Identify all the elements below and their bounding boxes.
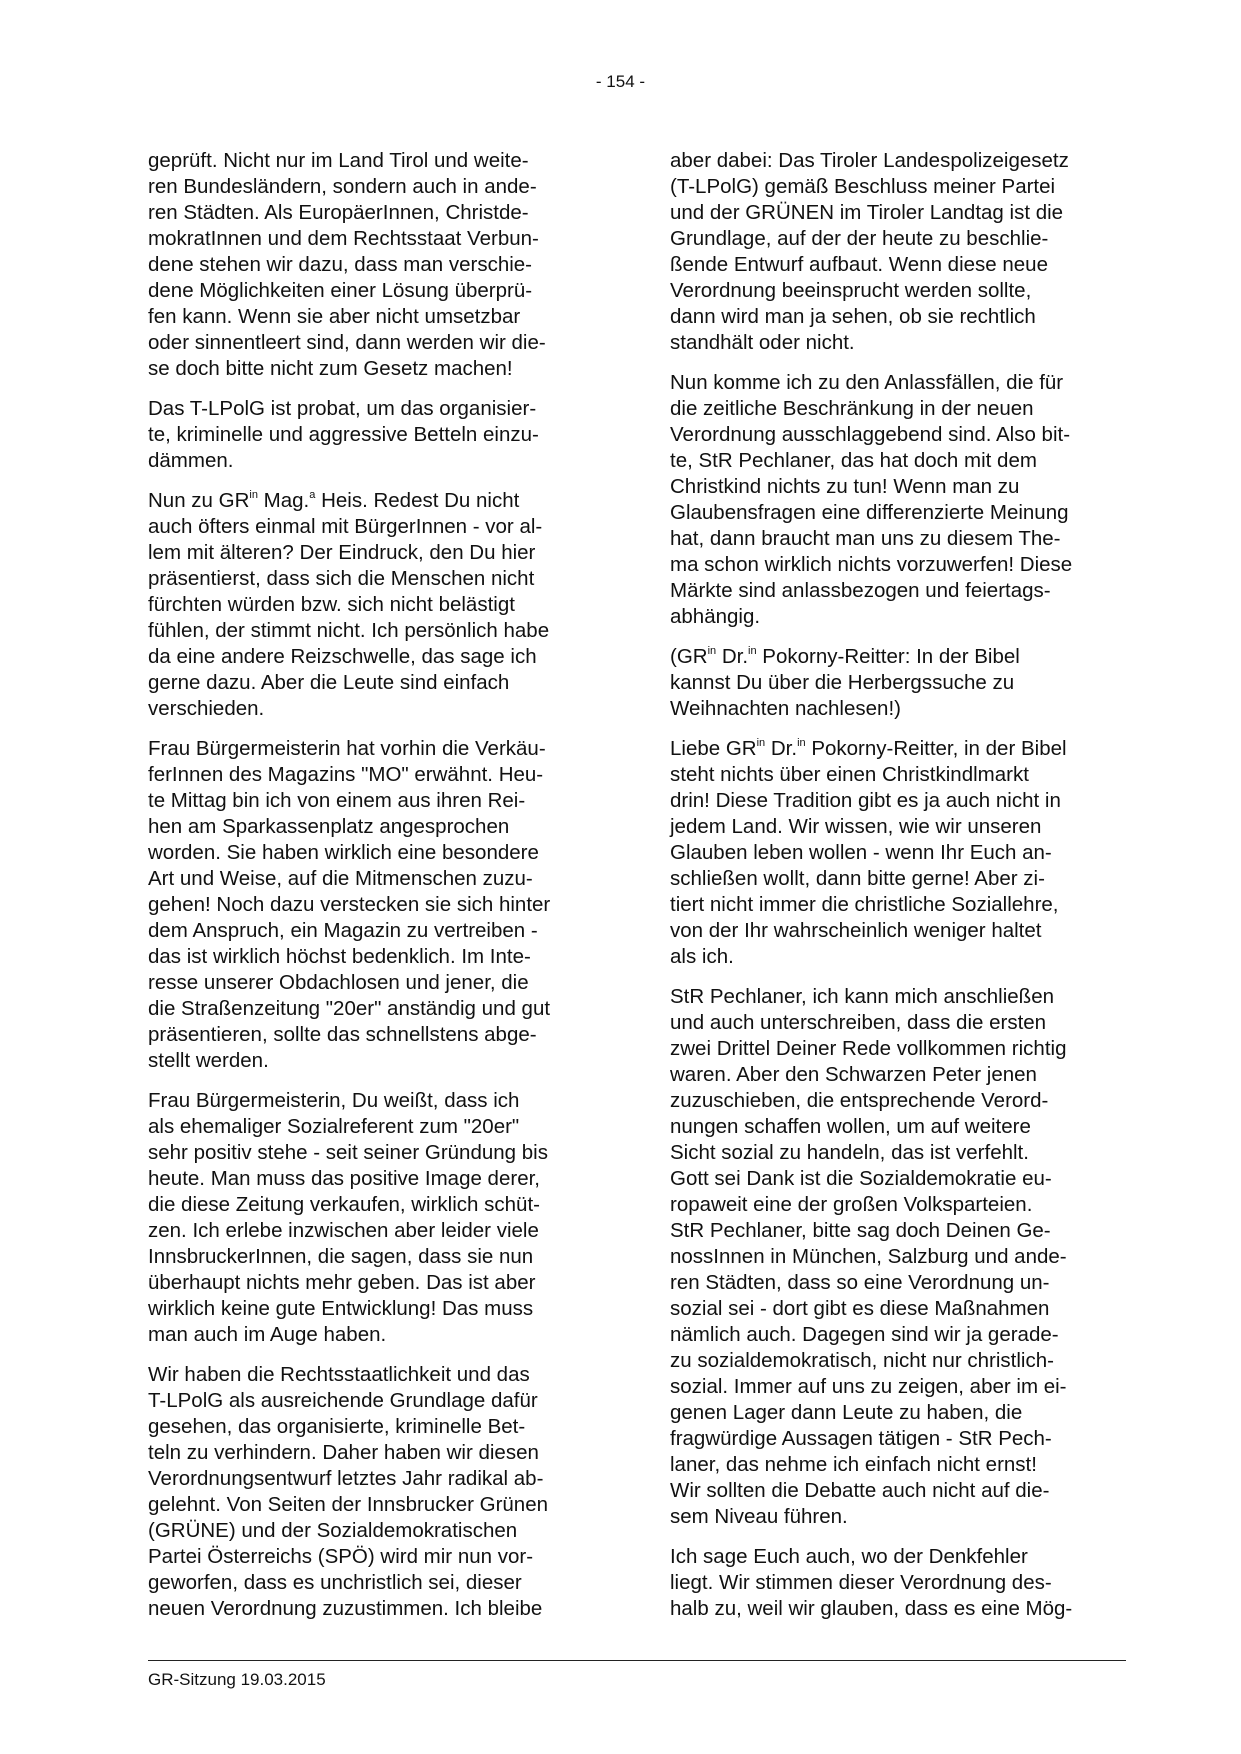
text-line: ropaweit eine der großen Volksparteien. <box>670 1193 1033 1216</box>
text-line: Gott sei Dank ist die Sozialdemokratie eu- <box>670 1167 1052 1190</box>
text-line: heute. Man muss das positive Image derer, <box>148 1167 540 1190</box>
text-line: nossInnen in München, Salzburg und ande- <box>670 1245 1067 1268</box>
text-line: mokratInnen und dem Rechtsstaat Verbun- <box>148 227 539 250</box>
text-line: Frau Bürgermeisterin, Du weißt, dass ich <box>148 1089 520 1112</box>
text-line: waren. Aber den Schwarzen Peter jenen <box>670 1063 1037 1086</box>
text-line: te, StR Pechlaner, das hat doch mit dem <box>670 449 1037 472</box>
paragraph <box>148 148 598 382</box>
text-line: Weihnachten nachlesen!) <box>670 697 901 720</box>
text-line: man auch im Auge haben. <box>148 1323 387 1346</box>
text-line: hen am Sparkassenplatz angesprochen <box>148 815 510 838</box>
text-line: Wir sollten die Debatte auch nicht auf die- <box>670 1479 1050 1502</box>
text-line: Nun zu $GR^{in}$ Mag.$^a$ Heis. Redest Du nicht <box>148 489 520 512</box>
text-line: zuzuschieben, die entsprechende Verord- <box>670 1089 1049 1112</box>
paragraph <box>148 488 598 722</box>
text-line: gesehen, das organisierte, kriminelle Bet- <box>148 1415 526 1438</box>
text-line: liegt. Wir stimmen dieser Verordnung des- <box>670 1571 1052 1594</box>
text-line: dene Möglichkeiten einer Lösung überprü- <box>148 279 533 302</box>
superscript: in <box>707 645 717 658</box>
text-line: Ich sage Euch auch, wo der Denkfehler <box>670 1545 1028 1568</box>
text-line: T-LPolG als ausreichende Grundlage dafür <box>148 1389 538 1412</box>
text-line: geprüft. Nicht nur im Land Tirol und weite- <box>148 149 529 172</box>
text-line: Sicht sozial zu handeln, das ist verfehlt. <box>670 1141 1029 1164</box>
text-line: als ehemaliger Sozialreferent zum "20er" <box>148 1115 520 1138</box>
text-line: wirklich keine gute Entwicklung! Das muss <box>148 1297 534 1320</box>
text-line: die zeitliche Beschränkung in der neuen <box>670 397 1034 420</box>
superscript: in <box>756 737 766 750</box>
text-line: sehr positiv stehe - seit seiner Gründung bis <box>148 1141 548 1164</box>
page-number: - 154 - <box>595 72 646 91</box>
text-line: StR Pechlaner, bitte sag doch Deinen Ge- <box>670 1219 1051 1242</box>
text-line: oder sinnentleert sind, dann werden wir die- <box>148 331 546 354</box>
text-line: ren Städten. Als EuropäerInnen, Christde- <box>148 201 529 224</box>
text-line: abhängig. <box>670 605 761 628</box>
paragraph <box>670 1544 1120 1622</box>
text-line: gehen! Noch dazu verstecken sie sich hinter <box>148 893 551 916</box>
text-line: dem Anspruch, ein Magazin zu vertreiben - <box>148 919 538 942</box>
text-line: StR Pechlaner, ich kann mich anschließen <box>670 985 1055 1008</box>
footer-session-date: GR-Sitzung 19.03.2015 <box>148 1670 326 1689</box>
text-line: und der GRÜNEN im Tiroler Landtag ist die <box>670 201 1064 224</box>
paragraph <box>148 1088 598 1348</box>
text-line: te, kriminelle und aggressive Betteln einzu- <box>148 423 539 446</box>
paragraph <box>670 984 1120 1530</box>
text-line: zu sozialdemokratisch, nicht nur christlich- <box>670 1349 1054 1372</box>
text-line: ren Städten, dass so eine Verordnung un- <box>670 1271 1050 1294</box>
text-line: von der Ihr wahrscheinlich weniger haltet <box>670 919 1042 942</box>
text-line: und auch unterschreiben, dass die ersten <box>670 1011 1047 1034</box>
text-line: Verordnung beeinsprucht werden sollte, <box>670 279 1032 302</box>
text-line: das ist wirklich höchst bedenklich. Im Inte- <box>148 945 531 968</box>
text-line: tiert nicht immer die christliche Soziallehre, <box>670 893 1059 916</box>
text-line: Partei Österreichs (SPÖ) wird mir nun vor- <box>148 1545 534 1568</box>
text-line: Frau Bürgermeisterin hat vorhin die Verkäu- <box>148 737 546 760</box>
text-line: Art und Weise, auf die Mitmenschen zuzu- <box>148 867 533 890</box>
text-line: laner, das nehme ich einfach nicht ernst! <box>670 1453 1037 1476</box>
text-line: ($GR^{in}$ Dr.$^{in}$ Pokorny-Reitter: In der Bibel <box>670 645 1020 668</box>
right-column <box>670 148 1120 1636</box>
text-line: Verordnung ausschlaggebend sind. Also bit- <box>670 423 1071 446</box>
text-line: kannst Du über die Herbergssuche zu <box>670 671 1015 694</box>
text-line: gelehnt. Von Seiten der Innsbrucker Grünen <box>148 1493 549 1516</box>
left-column <box>148 148 598 1636</box>
text-line: worden. Sie haben wirklich eine besondere <box>148 841 539 864</box>
text-line: sem Niveau führen. <box>670 1505 848 1528</box>
footer-divider <box>148 1660 1126 1661</box>
text-line: schließen wollt, dann bitte gerne! Aber zi- <box>670 867 1045 890</box>
text-line: nungen schaffen wollen, um auf weitere <box>670 1115 1031 1138</box>
text-line: hat, dann braucht man uns zu diesem The- <box>670 527 1061 550</box>
text-line: Glauben leben wollen - wenn Ihr Euch an- <box>670 841 1052 864</box>
paragraph <box>148 1362 598 1622</box>
text-line: aber dabei: Das Tiroler Landespolizeigesetz <box>670 149 1069 172</box>
text-line: überhaupt nichts mehr geben. Das ist aber <box>148 1271 536 1294</box>
text-line: Verordnungsentwurf letztes Jahr radikal ab- <box>148 1467 544 1490</box>
text-line: genen Lager dann Leute zu haben, die <box>670 1401 1023 1424</box>
paragraph <box>148 736 598 1074</box>
text-line: te Mittag bin ich von einem aus ihren Rei- <box>148 789 526 812</box>
text-line: stellt werden. <box>148 1049 269 1072</box>
superscript: a <box>309 489 316 502</box>
text-line: präsentieren, sollte das schnellstens abge- <box>148 1023 537 1046</box>
text-line: drin! Diese Tradition gibt es ja auch nicht in <box>670 789 1061 812</box>
text-line: dene stehen wir dazu, dass man verschie- <box>148 253 533 276</box>
text-line: geworfen, dass es unchristlich sei, dieser <box>148 1571 522 1594</box>
text-line: Glaubensfragen eine differenzierte Meinung <box>670 501 1069 524</box>
text-line: sozial. Immer auf uns zu zeigen, aber im ei- <box>670 1375 1067 1398</box>
text-line: resse unserer Obdachlosen und jener, die <box>148 971 529 994</box>
text-line: Wir haben die Rechtsstaatlichkeit und das <box>148 1363 530 1386</box>
text-line: Grundlage, auf der der heute zu beschlie- <box>670 227 1049 250</box>
text-line: ferInnen des Magazins "MO" erwähnt. Heu- <box>148 763 544 786</box>
text-line: gerne dazu. Aber die Leute sind einfach <box>148 671 510 694</box>
text-line: Das T-LPolG ist probat, um das organisier- <box>148 397 537 420</box>
text-line: steht nichts über einen Christkindlmarkt <box>670 763 1029 786</box>
superscript: in <box>748 645 757 658</box>
text-line: Liebe $GR^{in}$ Dr.$^{in}$ Pokorny-Reitter, in der Bibel <box>670 737 1067 760</box>
text-line: lem mit älteren? Der Eindruck, den Du hier <box>148 541 536 564</box>
text-line: die diese Zeitung verkaufen, wirklich schüt- <box>148 1193 540 1216</box>
text-line: jedem Land. Wir wissen, wie wir unseren <box>670 815 1042 838</box>
text-line: zen. Ich erlebe inzwischen aber leider viele <box>148 1219 539 1242</box>
text-line: (GRÜNE) und der Sozialdemokratischen <box>148 1519 518 1542</box>
text-line: da eine andere Reizschwelle, das sage ich <box>148 645 537 668</box>
text-line: auch öfters einmal mit BürgerInnen - vor al- <box>148 515 543 538</box>
text-line: InnsbruckerInnen, die sagen, dass sie nun <box>148 1245 534 1268</box>
text-line: ma schon wirklich nichts vorzuwerfen! Diese <box>670 553 1073 576</box>
text-line: zwei Drittel Deiner Rede vollkommen richtig <box>670 1037 1067 1060</box>
superscript: in <box>797 737 806 750</box>
paragraph <box>148 396 598 474</box>
text-line: ßende Entwurf aufbaut. Wenn diese neue <box>670 253 1048 276</box>
text-line: verschieden. <box>148 697 265 720</box>
text-line: halb zu, weil wir glauben, dass es eine Mög- <box>670 1597 1073 1620</box>
text-line: fühlen, der stimmt nicht. Ich persönlich habe <box>148 619 550 642</box>
text-line: standhält oder nicht. <box>670 331 855 354</box>
text-line: fragwürdige Aussagen tätigen - StR Pech- <box>670 1427 1052 1450</box>
text-line: Nun komme ich zu den Anlassfällen, die für <box>670 371 1064 394</box>
text-line: Christkind nichts zu tun! Wenn man zu <box>670 475 1020 498</box>
paragraph <box>670 736 1120 970</box>
text-line: fürchten würden bzw. sich nicht belästigt <box>148 593 515 616</box>
paragraph <box>670 644 1120 722</box>
text-line: teln zu verhindern. Daher haben wir diesen <box>148 1441 539 1464</box>
text-line: Märkte sind anlassbezogen und feiertags- <box>670 579 1051 602</box>
paragraph <box>670 148 1120 356</box>
text-line: die Straßenzeitung "20er" anständig und gut <box>148 997 551 1020</box>
text-line: neuen Verordnung zuzustimmen. Ich bleibe <box>148 1597 543 1620</box>
text-line: als ich. <box>670 945 734 968</box>
text-line: fen kann. Wenn sie aber nicht umsetzbar <box>148 305 521 328</box>
paragraph <box>670 370 1120 630</box>
text-line: ren Bundesländern, sondern auch in ande- <box>148 175 537 198</box>
text-line: sozial sei - dort gibt es diese Maßnahmen <box>670 1297 1050 1320</box>
text-line: dann wird man ja sehen, ob sie rechtlich <box>670 305 1036 328</box>
text-line: se doch bitte nicht zum Gesetz machen! <box>148 357 513 380</box>
text-line: (T-LPolG) gemäß Beschluss meiner Partei <box>670 175 1056 198</box>
superscript: in <box>249 489 258 502</box>
text-line: nämlich auch. Dagegen sind wir ja gerade- <box>670 1323 1059 1346</box>
text-line: dämmen. <box>148 449 234 472</box>
text-line: präsentierst, dass sich die Menschen nicht <box>148 567 535 590</box>
